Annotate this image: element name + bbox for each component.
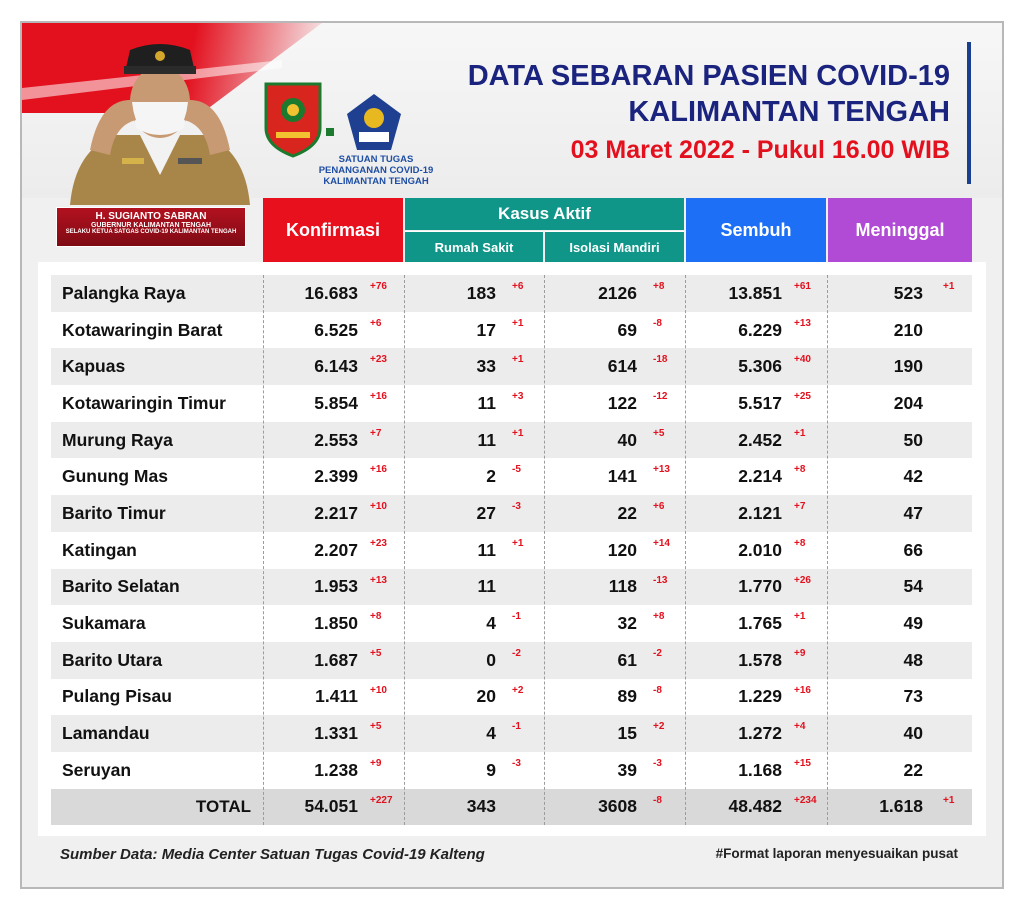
column-divider <box>263 275 264 825</box>
meninggal-delta <box>943 495 983 532</box>
isolasi-mandiri-value: 61 <box>617 649 637 670</box>
satgas-line3: KALIMANTAN TENGAH <box>323 176 429 187</box>
rumah-sakit-value: 0 <box>486 649 496 670</box>
region-name: Sukamara <box>62 613 146 634</box>
sembuh-delta: +40 <box>794 354 811 366</box>
sembuh-value: 2.214 <box>738 466 782 487</box>
isolasi-mandiri-delta: +5 <box>653 427 665 439</box>
table-row <box>51 495 972 532</box>
meninggal-delta <box>943 605 983 642</box>
konfirmasi-value: 2.553 <box>314 429 358 450</box>
sembuh-value: 1.578 <box>738 649 782 670</box>
title-accent-bar <box>967 42 971 184</box>
isolasi-mandiri-delta: -13 <box>653 574 668 586</box>
konfirmasi-value: 5.854 <box>314 392 358 413</box>
sembuh-value: 1.229 <box>738 686 782 707</box>
konfirmasi-value: 16.683 <box>304 282 358 303</box>
sembuh-value: 5.517 <box>738 392 782 413</box>
header-sembuh: Sembuh <box>686 198 826 262</box>
region-name: Palangka Raya <box>62 282 186 303</box>
isolasi-mandiri-delta: +2 <box>653 721 665 733</box>
sembuh-value: 5.306 <box>738 356 782 377</box>
meninggal-delta <box>943 385 983 422</box>
konfirmasi-value: 1.687 <box>314 649 358 670</box>
rumah-sakit-delta: -5 <box>512 464 521 476</box>
region-name: Kotawaringin Timur <box>62 392 226 413</box>
isolasi-mandiri-delta: +8 <box>653 281 665 292</box>
isolasi-mandiri-value: 40 <box>617 429 637 450</box>
rumah-sakit-delta: -1 <box>512 611 521 623</box>
sembuh-delta: +1 <box>794 427 806 439</box>
region-name: Seruyan <box>62 759 132 780</box>
meninggal-value: 48 <box>903 649 923 670</box>
meninggal-value: 204 <box>893 392 923 413</box>
isolasi-mandiri-value: 2126 <box>598 282 637 303</box>
table-row <box>51 422 972 459</box>
table-row <box>51 385 972 422</box>
region-name: Murung Raya <box>62 429 173 450</box>
region-name: Gunung Mas <box>62 466 168 487</box>
rumah-sakit-delta: +6 <box>512 281 524 292</box>
konfirmasi-delta: +10 <box>370 684 387 696</box>
konfirmasi-value: 6.525 <box>314 319 358 340</box>
column-divider <box>827 275 828 825</box>
sembuh-delta: +15 <box>794 757 811 769</box>
rumah-sakit-delta: -3 <box>512 501 521 513</box>
konfirmasi-value: 1.953 <box>314 576 358 597</box>
column-divider <box>685 275 686 825</box>
sembuh-delta: +61 <box>794 281 811 292</box>
table-row <box>51 458 972 495</box>
rumah-sakit-value: 17 <box>476 319 496 340</box>
isolasi-mandiri-delta: -8 <box>653 684 662 696</box>
region-name: Barito Utara <box>62 649 163 670</box>
region-name: Barito Selatan <box>62 576 180 597</box>
title-line1: DATA SEBARAN PASIEN COVID-19 <box>467 60 950 92</box>
konfirmasi-delta: +76 <box>370 281 387 292</box>
konfirmasi-value: 2.217 <box>314 502 358 523</box>
total-row <box>51 789 972 825</box>
isolasi-mandiri-value: 32 <box>617 613 637 634</box>
isolasi-mandiri-value: 122 <box>607 392 637 413</box>
meninggal-delta: +1 <box>943 281 955 292</box>
table-row <box>51 569 972 606</box>
meninggal-delta <box>943 458 983 495</box>
sembuh-delta: +26 <box>794 574 811 586</box>
table-row <box>51 532 972 569</box>
data-table <box>51 275 972 825</box>
satgas-line2: PENANGANAN COVID-19 <box>318 165 434 176</box>
isolasi-mandiri-delta: -18 <box>653 354 668 366</box>
table-row <box>51 752 972 789</box>
konfirmasi-value: 1.850 <box>314 613 358 634</box>
konfirmasi-delta: +6 <box>370 317 382 329</box>
meninggal-delta <box>943 312 983 349</box>
isolasi-mandiri-value: 614 <box>607 356 637 377</box>
sembuh-value: 1.770 <box>738 576 782 597</box>
sembuh-delta: +8 <box>794 537 806 549</box>
meninggal-value: 50 <box>903 429 923 450</box>
name-plate <box>56 207 246 247</box>
isolasi-mandiri-value: 15 <box>617 723 637 744</box>
rumah-sakit-delta: +1 <box>512 537 524 549</box>
isolasi-mandiri-delta: +14 <box>653 537 670 549</box>
konfirmasi-value: 2.207 <box>314 539 358 560</box>
isolasi-mandiri-value: 69 <box>617 319 637 340</box>
meninggal-delta <box>943 752 983 789</box>
table-row <box>51 348 972 385</box>
title-line2: KALIMANTAN TENGAH <box>628 96 950 128</box>
rumah-sakit-delta: +1 <box>512 354 524 366</box>
total-sembuh-delta: +234 <box>794 794 817 806</box>
sembuh-value: 2.452 <box>738 429 782 450</box>
sembuh-delta: +16 <box>794 684 811 696</box>
isolasi-mandiri-value: 120 <box>607 539 637 560</box>
isolasi-mandiri-value: 39 <box>617 759 637 780</box>
meninggal-delta <box>943 422 983 459</box>
table-row <box>51 715 972 752</box>
table-row <box>51 679 972 716</box>
konfirmasi-delta: +10 <box>370 501 387 513</box>
total-meninggal-delta: +1 <box>943 794 955 806</box>
rumah-sakit-value: 11 <box>477 392 496 413</box>
region-name: Lamandau <box>62 723 150 744</box>
total-meninggal-value: 1.618 <box>879 796 923 817</box>
rumah-sakit-value: 9 <box>486 759 496 780</box>
header-isolasi-mandiri: Isolasi Mandiri <box>545 231 684 262</box>
isolasi-mandiri-delta: -2 <box>653 647 662 659</box>
region-name: Pulang Pisau <box>62 686 172 707</box>
isolasi-mandiri-value: 22 <box>617 502 637 523</box>
meninggal-value: 210 <box>893 319 923 340</box>
total-sembuh-value: 48.482 <box>728 796 782 817</box>
meninggal-delta <box>943 348 983 385</box>
isolasi-mandiri-delta: +13 <box>653 464 670 476</box>
total-isolasi-mandiri-value: 3608 <box>598 796 637 817</box>
rumah-sakit-value: 4 <box>486 613 496 634</box>
konfirmasi-value: 1.411 <box>315 686 358 707</box>
rumah-sakit-value: 2 <box>486 466 496 487</box>
column-divider <box>404 275 405 825</box>
rumah-sakit-delta: -1 <box>512 721 521 733</box>
konfirmasi-delta: +16 <box>370 464 387 476</box>
source-note: Sumber Data: Media Center Satuan Tugas Covid-19 Kalteng <box>60 846 485 863</box>
format-note: #Format laporan menyesuaikan pusat <box>715 846 958 861</box>
rumah-sakit-value: 11 <box>477 429 496 450</box>
sembuh-value: 1.272 <box>738 723 782 744</box>
isolasi-mandiri-value: 118 <box>608 576 637 597</box>
table-row <box>51 312 972 349</box>
total-rumah-sakit-value: 343 <box>466 796 496 817</box>
konfirmasi-value: 1.331 <box>314 723 358 744</box>
region-name: Kotawaringin Barat <box>62 319 223 340</box>
satgas-emblem-icon <box>345 92 403 152</box>
sembuh-delta: +7 <box>794 501 806 513</box>
isolasi-mandiri-delta: -12 <box>653 391 668 403</box>
rumah-sakit-delta: -2 <box>512 647 521 659</box>
konfirmasi-delta: +9 <box>370 757 382 769</box>
sembuh-value: 13.851 <box>728 282 782 303</box>
rumah-sakit-value: 11 <box>477 576 496 597</box>
konfirmasi-value: 6.143 <box>314 356 358 377</box>
konfirmasi-delta: +23 <box>370 537 387 549</box>
sembuh-delta: +9 <box>794 647 806 659</box>
rumah-sakit-value: 27 <box>476 502 496 523</box>
total-label: TOTAL <box>195 796 251 816</box>
total-isolasi-mandiri-delta: -8 <box>653 794 662 806</box>
meninggal-delta <box>943 642 983 679</box>
isolasi-mandiri-delta: +8 <box>653 611 665 623</box>
rumah-sakit-value: 11 <box>477 539 496 560</box>
sembuh-value: 6.229 <box>738 319 782 340</box>
table-row <box>51 605 972 642</box>
rumah-sakit-delta: -3 <box>512 757 521 769</box>
governor-photo <box>60 30 260 205</box>
total-konfirmasi-value: 54.051 <box>304 796 358 817</box>
meninggal-delta <box>943 679 983 716</box>
sembuh-delta: +25 <box>794 391 811 403</box>
header-kasus-aktif: Kasus Aktif <box>405 198 684 230</box>
sembuh-delta: +13 <box>794 317 811 329</box>
governor-name: H. SUGIANTO SABRAN <box>95 211 207 222</box>
sembuh-value: 1.168 <box>738 759 782 780</box>
konfirmasi-value: 2.399 <box>314 466 358 487</box>
sembuh-value: 2.010 <box>738 539 782 560</box>
sembuh-delta: +1 <box>794 611 806 623</box>
isolasi-mandiri-delta: -8 <box>653 317 662 329</box>
isolasi-mandiri-value: 89 <box>617 686 637 707</box>
konfirmasi-delta: +16 <box>370 391 387 403</box>
sembuh-value: 2.121 <box>738 502 782 523</box>
isolasi-mandiri-delta: -3 <box>653 757 662 769</box>
meninggal-delta <box>943 569 983 606</box>
meninggal-value: 523 <box>893 282 923 303</box>
satgas-line1: SATUAN TUGAS <box>338 154 414 165</box>
sembuh-value: 1.765 <box>738 613 782 634</box>
region-name: Katingan <box>62 539 137 560</box>
table-row <box>51 275 972 312</box>
rumah-sakit-value: 183 <box>466 282 496 303</box>
isolasi-mandiri-delta: +6 <box>653 501 665 513</box>
sembuh-delta: +8 <box>794 464 806 476</box>
region-name: Kapuas <box>62 356 126 377</box>
green-dot-icon <box>326 128 334 136</box>
rumah-sakit-value: 20 <box>476 686 496 707</box>
konfirmasi-delta: +5 <box>370 721 382 733</box>
konfirmasi-value: 1.238 <box>314 759 358 780</box>
konfirmasi-delta: +23 <box>370 354 387 366</box>
isolasi-mandiri-value: 141 <box>607 466 637 487</box>
header-rumah-sakit: Rumah Sakit <box>405 231 543 262</box>
meninggal-value: 190 <box>893 356 923 377</box>
meninggal-value: 22 <box>903 759 923 780</box>
meninggal-value: 49 <box>903 613 923 634</box>
sembuh-delta: +4 <box>794 721 806 733</box>
satgas-label <box>306 154 446 187</box>
table-row <box>51 642 972 679</box>
konfirmasi-delta: +5 <box>370 647 382 659</box>
column-divider <box>544 275 545 825</box>
konfirmasi-delta: +13 <box>370 574 387 586</box>
rumah-sakit-value: 4 <box>486 723 496 744</box>
total-konfirmasi-delta: +227 <box>370 794 393 806</box>
rumah-sakit-delta: +1 <box>512 427 524 439</box>
meninggal-delta <box>943 715 983 752</box>
governor-subrole: SELAKU KETUA SATGAS COVID-19 KALIMANTAN TENGAH <box>65 229 237 235</box>
konfirmasi-delta: +8 <box>370 611 382 623</box>
meninggal-value: 42 <box>903 466 923 487</box>
meninggal-value: 54 <box>903 576 923 597</box>
region-name: Barito Timur <box>62 502 166 523</box>
meninggal-value: 66 <box>903 539 923 560</box>
meninggal-value: 47 <box>903 502 923 523</box>
title-block <box>468 58 950 168</box>
meninggal-delta <box>943 532 983 569</box>
konfirmasi-delta: +7 <box>370 427 382 439</box>
rumah-sakit-value: 33 <box>476 356 496 377</box>
province-emblem-icon <box>262 80 324 158</box>
governor-role: GUBERNUR KALIMANTAN TENGAH <box>90 222 212 229</box>
header-meninggal: Meninggal <box>828 198 972 262</box>
header-konfirmasi: Konfirmasi <box>263 198 403 262</box>
rumah-sakit-delta: +1 <box>512 317 524 329</box>
meninggal-value: 40 <box>903 723 923 744</box>
rumah-sakit-delta: +3 <box>512 391 524 403</box>
report-date: 03 Maret 2022 - Pukul 16.00 WIB <box>570 136 950 164</box>
meninggal-value: 73 <box>903 686 923 707</box>
rumah-sakit-delta: +2 <box>512 684 524 696</box>
